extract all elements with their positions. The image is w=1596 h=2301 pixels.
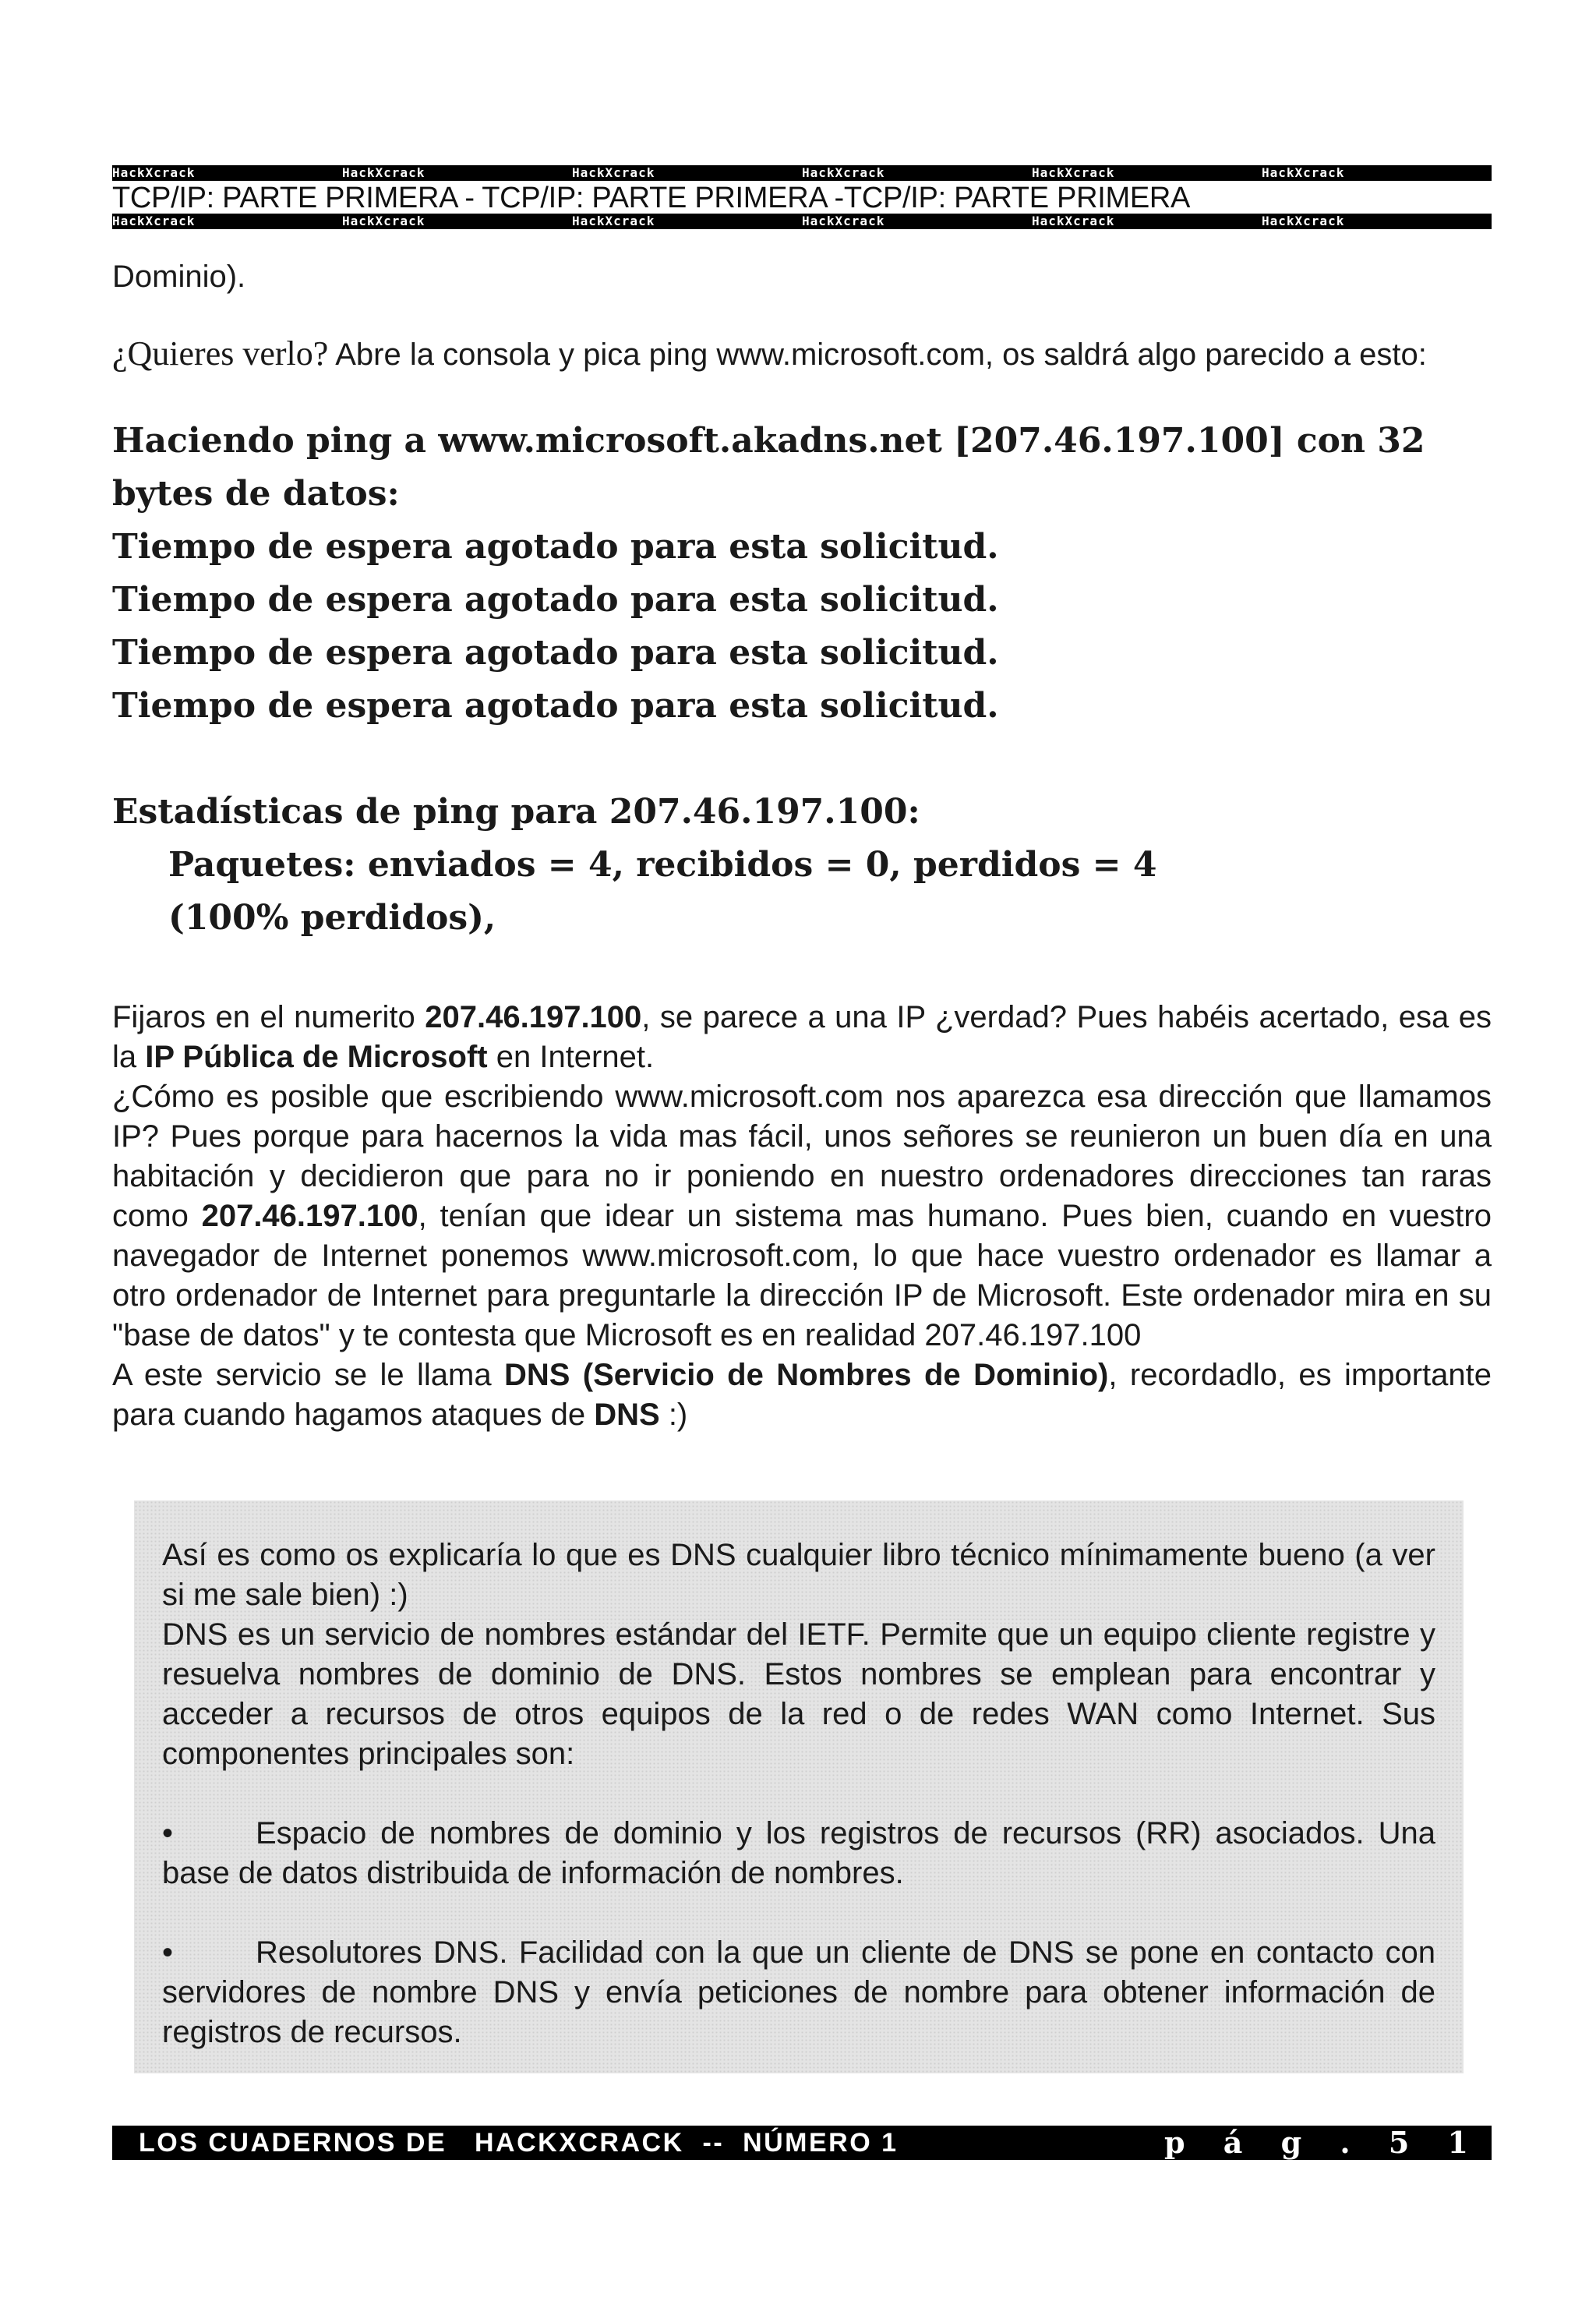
- ping-console-output: [112, 415, 1492, 945]
- text-run: ¿Cómo es posible que escribiendo www.microsoft.com nos aparezca esa dirección que llamamos IP? Pues porque para hacernos la vida mas fácil, unos señores se reunieron un buen día en una habitación y decidieron que para no ir poniendo en nuestro ordenadores direcciones tan raras como: [112, 1080, 1492, 1233]
- dns-explanation: [112, 998, 1492, 1435]
- packets-line: Paquetes: enviados = 4, recibidos = 0, perdidos = 4: [168, 845, 1157, 885]
- band-brand: HackXcrack: [112, 165, 196, 180]
- band-brand: HackXcrack: [1032, 165, 1115, 180]
- bullet-text: Resolutores DNS. Facilidad con la que un cliente de DNS se pone en contacto con servidores de nombre DNS y envía peticiones de nombre para obtener información de registros de recursos.: [162, 1935, 1435, 2049]
- band-brand: HackXcrack: [802, 214, 885, 228]
- box-bullet-item: [162, 1814, 1435, 1893]
- header-band-bottom: [112, 214, 1492, 229]
- dns-term-highlight: DNS (Servicio de Nombres de Dominio): [503, 1358, 1109, 1392]
- timeout-line: Tiempo de espera agotado para esta solicitud.: [112, 633, 999, 673]
- band-brand: HackXcrack: [572, 165, 655, 180]
- footer-page-number: p á g . 5 1: [1163, 2125, 1482, 2160]
- explanation-paragraph-3: [112, 1356, 1492, 1435]
- ip-highlight: 207.46.197.100: [425, 1000, 642, 1034]
- ping-line: Haciendo ping a www.microsoft.akadns.net [207.46.197.100] con 32 bytes de datos:: [112, 421, 1425, 514]
- band-brand: HackXcrack: [342, 214, 425, 228]
- intro-rest: Abre la consola y pica ping www.microsoft.com, os saldrá algo parecido a esto:: [328, 338, 1427, 372]
- text-run: en Internet.: [487, 1040, 655, 1074]
- continuation-text: Dominio).: [112, 260, 246, 294]
- public-ip-highlight: IP Pública de Microsoft: [145, 1040, 488, 1074]
- box-body: DNS es un servicio de nombres estándar del IETF. Permite que un equipo cliente registre y resuelva nombres de dominio de DNS. Estos nombres se emplean para encontrar y acceder a recursos de otros equipos de la red o de redes WAN como Internet. Sus componentes principales son:: [162, 1617, 1435, 1771]
- text-run: , tenían que idear un sistema mas humano. Pues bien, cuando en vuestro navegador de Internet ponemos www.microsoft.com, lo que hace vuestro ordenador es llamar a otro ordenador de Internet para preguntarle la dirección IP de Microsoft. Este ordenador mira en su "base de datos" y te contesta que Microsoft es en realidad 207.46.197.100: [112, 1199, 1492, 1352]
- timeout-line: Tiempo de espera agotado para esta solicitud.: [112, 527, 999, 567]
- band-brand: HackXcrack: [1032, 214, 1115, 228]
- bullet-icon: •: [162, 1935, 174, 1970]
- text-run: , se parece a una IP ¿verdad? Pues habéis acertado, esa es la: [112, 1000, 1492, 1074]
- ip-highlight: 207.46.197.100: [201, 1199, 418, 1233]
- bullet-text: Espacio de nombres de dominio y los registros de recursos (RR) asociados. Una base de datos distribuida de información de nombres.: [162, 1816, 1435, 1890]
- running-header-title: TCP/IP: PARTE PRIMERA - TCP/IP: PARTE PRIMERA -TCP/IP: PARTE PRIMERA: [112, 182, 1191, 214]
- text-run: A este servicio se le llama: [112, 1358, 504, 1392]
- band-brand: HackXcrack: [572, 214, 655, 228]
- dns-highlight: DNS: [594, 1398, 660, 1432]
- box-bullet-item: [162, 1933, 1435, 2052]
- text-run: :): [659, 1398, 688, 1432]
- band-brand: HackXcrack: [1262, 165, 1345, 180]
- box-intro: Así es como os explicaría lo que es DNS cualquier libro técnico mínimamente bueno (a ver si me sale bien) :): [162, 1538, 1435, 1612]
- timeout-line: Tiempo de espera agotado para esta solicitud.: [112, 580, 999, 620]
- page-footer: [112, 2126, 1492, 2160]
- loss-line: (100% perdidos),: [168, 898, 496, 938]
- bullet-icon: •: [162, 1816, 174, 1850]
- text-run: Fijaros en el numerito: [112, 1000, 425, 1034]
- explanation-paragraph-2: [112, 1077, 1492, 1356]
- stats-title: Estadísticas de ping para 207.46.197.100:: [112, 792, 920, 832]
- header-band-top: [112, 165, 1492, 181]
- explanation-paragraph-1: [112, 998, 1492, 1077]
- band-brand: HackXcrack: [1262, 214, 1345, 228]
- footer-publication: LOS CUADERNOS DE HACKXCRACK -- NÚMERO 1: [139, 2128, 899, 2158]
- intro-lead: ¿Quieres verlo?: [112, 334, 329, 373]
- text-run: , recordadlo, es importante para cuando hagamos ataques de: [112, 1358, 1492, 1432]
- band-brand: HackXcrack: [802, 165, 885, 180]
- band-brand: HackXcrack: [342, 165, 425, 180]
- band-brand: HackXcrack: [112, 214, 196, 228]
- dns-definition-box: [134, 1500, 1464, 2073]
- intro-paragraph: [112, 334, 1492, 373]
- timeout-line: Tiempo de espera agotado para esta solicitud.: [112, 686, 999, 726]
